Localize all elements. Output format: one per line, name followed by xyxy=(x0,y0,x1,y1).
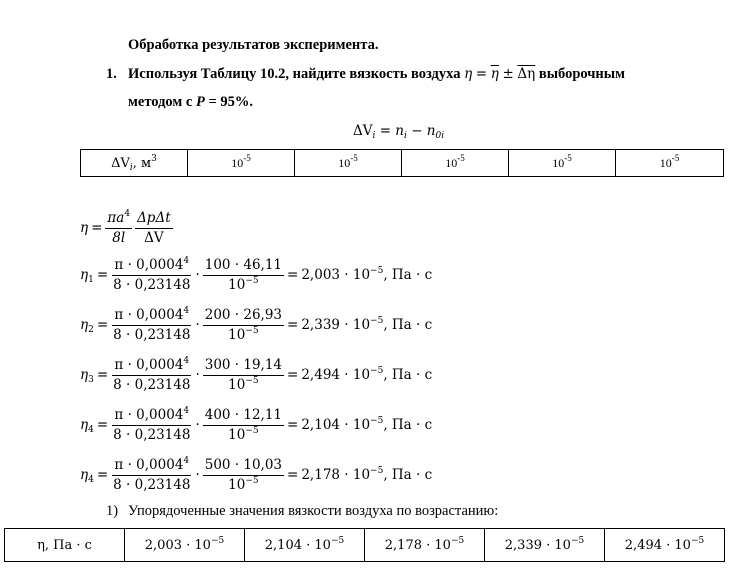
n-symbol: n xyxy=(395,123,404,139)
header-unit: , м xyxy=(132,155,152,171)
n0-subscript: 0i xyxy=(435,131,445,141)
table-cell: $10^{-5}$ xyxy=(188,150,295,177)
delta-v-subscript: i xyxy=(372,131,376,141)
calc-row-1: $\eta_1$ = $\frac{\pi \cdot 0,0004^4}{8 \cdot 0,23148}$ · $\frac{100 \cdot 46,11}{10^{-5}}$ = $2,003 \cdot 10^{-5}$, Па · с xyxy=(80,255,433,293)
minus-sign: − xyxy=(411,123,423,139)
fraction-1: $\frac{\pi a^4}{8l}$ xyxy=(107,208,131,246)
calc-row-3: $\eta_3$ = $\frac{\pi \cdot 0,0004^4}{8 \cdot 0,23148}$ · $\frac{300 \cdot 19,14}{10^{-5}}$ = $2,494 \cdot 10^{-5}$, Па · с xyxy=(80,355,433,393)
viscosity-formula xyxy=(80,206,176,250)
calc-row-2: $\eta_2$ = $\frac{\pi \cdot 0,0004^4}{8 \cdot 0,23148}$ · $\frac{200 \cdot 26,93}{10^{-5}}$ = $2,339 \cdot 10^{-5}$, Па · с xyxy=(80,305,433,343)
table-cell: $10^{-5}$ xyxy=(295,150,402,177)
table-header-cell xyxy=(81,150,188,177)
task-line-2 xyxy=(128,94,253,111)
header-symbol: ΔV xyxy=(111,155,130,171)
table-cell: $2,339 \cdot 10^{-5}$ xyxy=(485,529,605,562)
delta-eta-symbol: $\overline{\Delta\eta}$ xyxy=(517,66,536,82)
task-line-2-end: = 95%. xyxy=(208,94,253,110)
table-cell: $10^{-5}$ xyxy=(616,150,724,177)
sorted-caption-number: 1) xyxy=(106,503,119,519)
fraction-2: $\frac{\text{ΔpΔt}}{\Delta V}$ xyxy=(137,209,171,246)
calc-row-5: $\eta_4$ = $\frac{\pi \cdot 0,0004^4}{8 \cdot 0,23148}$ · $\frac{500 \cdot 10,03}{10^{-5}}$ = $2,178 \cdot 10^{-5}$, Па · с xyxy=(80,455,433,493)
table-cell: $10^{-5}$ xyxy=(509,150,616,177)
task-line-1-end: выборочным xyxy=(538,66,625,82)
sorted-caption-text: Упорядоченные значения вязкости воздуха по возрастанию: xyxy=(128,503,499,519)
table-cell: $10^{-5}$ xyxy=(402,150,509,177)
calc-row-4: $\eta_4$ = $\frac{\pi \cdot 0,0004^4}{8 \cdot 0,23148}$ · $\frac{400 \cdot 12,11}{10^{-5}}$ = $2,104 \cdot 10^{-5}$, Па · с xyxy=(80,405,433,443)
task-line-1 xyxy=(128,66,625,83)
equals-sign: = xyxy=(475,66,488,82)
delta-v-table xyxy=(80,149,724,177)
task-line-2-start: методом с xyxy=(128,94,193,110)
sorted-viscosity-table xyxy=(4,528,725,562)
task-line-1-start: Используя Таблицу 10.2, найдите вязкость воздуха xyxy=(128,66,461,82)
equals-sign: = xyxy=(379,123,391,139)
table-header-cell: η, Па · с xyxy=(5,529,125,562)
eta-symbol: η xyxy=(464,66,473,82)
header-subscript: i xyxy=(129,162,133,173)
n-subscript: i xyxy=(404,131,407,141)
probability-symbol: P xyxy=(195,94,205,110)
table-row xyxy=(5,529,725,562)
equals-sign: = xyxy=(91,220,103,236)
section-heading: Обработка результатов эксперимента. xyxy=(128,37,379,53)
delta-v-symbol: ΔV xyxy=(353,123,373,139)
table-cell: $2,178 \cdot 10^{-5}$ xyxy=(365,529,485,562)
delta-v-formula xyxy=(353,123,444,139)
eta-mean-symbol: $\overline{\eta}$ xyxy=(490,66,499,82)
n0-symbol: n xyxy=(426,123,436,139)
table-cell: $2,104 \cdot 10^{-5}$ xyxy=(245,529,365,562)
header-exponent: 3 xyxy=(151,153,157,164)
plus-minus-sign: ± xyxy=(502,66,514,82)
table-cell: $2,003 \cdot 10^{-5}$ xyxy=(125,529,245,562)
eta-symbol: η xyxy=(80,220,89,236)
table-cell: $2,494 \cdot 10^{-5}$ xyxy=(605,529,725,562)
table-row xyxy=(81,150,724,177)
task-number: 1. xyxy=(106,66,117,82)
